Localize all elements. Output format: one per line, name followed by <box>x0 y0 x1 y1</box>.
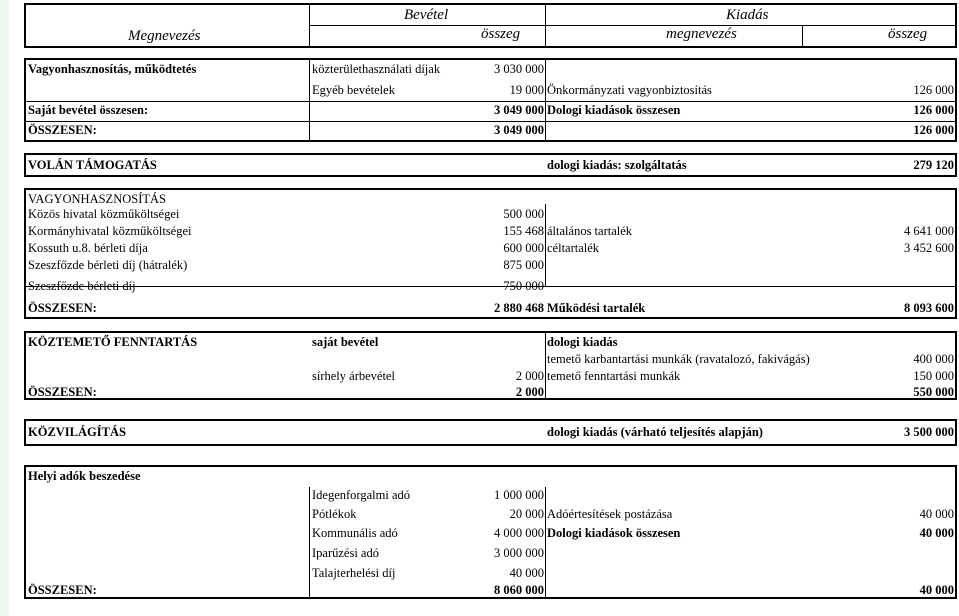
ado-r1-amount: 1 000 000 <box>494 488 544 502</box>
vagyon2-total-exp: Működési tartalék <box>547 301 646 315</box>
vagyon1-r4-label: ÖSSZESEN: <box>28 123 97 137</box>
vagyon2-r5-label: Szeszfőzde bérleti díj <box>28 279 136 293</box>
section-vagyonhasznositas <box>24 188 957 319</box>
ado-r2-exp: Adóértesítések postázása <box>547 507 673 521</box>
vagyon1-r4-amount: 3 049 000 <box>494 123 544 137</box>
temeto-r2-amount: 2 000 <box>515 369 544 383</box>
ado-r3-item: Kommunális adó <box>312 526 398 540</box>
temeto-total-amount: 2 000 <box>515 385 544 399</box>
vagyon2-total-label: ÖSSZESEN: <box>28 301 97 315</box>
vagyon1-r2-item: Egyéb bevételek <box>312 83 395 97</box>
ado-total-label: ÖSSZESEN: <box>28 583 97 597</box>
header-kiadas-osszeg: összeg <box>888 26 928 42</box>
section-volan <box>24 153 957 177</box>
vagyon2-r3-amount: 600 000 <box>503 241 544 255</box>
vagyon1-r2-exp: Önkormányzati vagyonbiztosítás <box>547 83 712 97</box>
vagyon2-r2-exp-amount: 4 641 000 <box>904 224 954 238</box>
ado-total-amount: 8 060 000 <box>494 583 544 597</box>
temeto-r2-exp-amount: 150 000 <box>913 369 954 383</box>
vagyon1-r1-item: közterülethasználati díjak <box>312 62 441 76</box>
header-bevetel: Bevétel <box>404 7 449 23</box>
vagyon2-r2-label: Kormányhivatal közműköltségei <box>28 224 192 238</box>
ado-r2-amount: 20 000 <box>509 507 544 521</box>
temeto-income-head: saját bevétel <box>312 335 379 349</box>
vagyon1-r1-amount: 3 030 000 <box>494 62 544 76</box>
ado-r4-amount: 3 000 000 <box>494 546 544 560</box>
left-margin-band <box>0 0 9 616</box>
vagyon2-r1-label: Közös hivatal közműköltségei <box>28 207 180 221</box>
kozvil-exp-amount: 3 500 000 <box>904 425 954 439</box>
vagyon2-r3-exp-amount: 3 452 600 <box>904 241 954 255</box>
kozvil-title: KÖZVILÁGÍTÁS <box>28 425 126 439</box>
vagyon1-r3-label: Saját bevétel összesen: <box>28 103 149 117</box>
temeto-title: KÖZTEMETŐ FENNTARTÁS <box>28 335 198 349</box>
header-bevetel-osszeg: összeg <box>481 26 521 42</box>
ado-r3-exp: Dologi kiadások összesen <box>547 526 681 540</box>
kozvil-exp: dologi kiadás (várható teljesítés alapján) <box>547 425 763 439</box>
vagyon1-r4-exp-amount: 126 000 <box>913 123 954 137</box>
section-koztemeto <box>24 331 957 400</box>
ado-r1-item: Idegenforgalmi adó <box>312 488 410 502</box>
ado-total-exp-amount: 40 000 <box>919 583 954 597</box>
vagyon2-r2-exp: általános tartalék <box>547 224 633 238</box>
vagyon2-r4-label: Szeszfőzde bérleti díj (hátralék) <box>28 258 188 272</box>
vagyon1-r3-exp: Dologi kiadások összesen <box>547 103 681 117</box>
header-block <box>24 3 957 48</box>
volan-title: VOLÁN TÁMOGATÁS <box>28 158 157 172</box>
section-vagyon-mukodtetes <box>24 58 957 142</box>
temeto-total-exp-amount: 550 000 <box>913 385 954 399</box>
temeto-r2-exp: temető fenntartási munkák <box>547 369 681 383</box>
vagyon2-r3-exp: céltartalék <box>547 241 600 255</box>
ado-r2-exp-amount: 40 000 <box>919 507 954 521</box>
volan-exp-amount: 279 120 <box>913 158 954 172</box>
temeto-exp-head: dologi kiadás <box>547 335 618 349</box>
vagyon1-r3-exp-amount: 126 000 <box>913 103 954 117</box>
header-megnevezes: Megnevezés <box>128 28 201 44</box>
temeto-r2-item: sírhely árbevétel <box>312 369 395 383</box>
vagyon2-total-amount: 2 880 468 <box>494 301 544 315</box>
temeto-total-label: ÖSSZESEN: <box>28 385 97 399</box>
header-kiadas: Kiadás <box>726 7 769 23</box>
vagyon1-r3-amount: 3 049 000 <box>494 103 544 117</box>
ado-r2-item: Pótlékok <box>312 507 357 521</box>
vagyon2-r3-label: Kossuth u.8. bérleti díja <box>28 241 148 255</box>
ado-r3-amount: 4 000 000 <box>494 526 544 540</box>
ado-r4-item: Iparűzési adó <box>312 546 379 560</box>
ado-title: Helyi adók beszedése <box>28 469 141 483</box>
vagyon1-title: Vagyonhasznosítás, működtetés <box>28 62 197 76</box>
vagyon2-r5-amount: 750 000 <box>503 279 544 293</box>
vagyon2-total-exp-amount: 8 093 600 <box>904 301 954 315</box>
section-helyi-adok <box>24 465 957 599</box>
section-kozvilagitas <box>24 419 957 446</box>
temeto-r1-exp: temető karbantartási munkák (ravatalozó, fakivágás) <box>547 352 810 366</box>
ado-r3-exp-amount: 40 000 <box>919 526 954 540</box>
vagyon1-r2-exp-amount: 126 000 <box>913 83 954 97</box>
vagyon2-r4-amount: 875 000 <box>503 258 544 272</box>
vagyon2-title: VAGYONHASZNOSÍTÁS <box>28 192 166 206</box>
header-kiadas-megnevezes: megnevezés <box>666 26 737 42</box>
vagyon2-r1-amount: 500 000 <box>503 207 544 221</box>
temeto-r1-exp-amount: 400 000 <box>913 352 954 366</box>
vagyon2-r2-amount: 155 468 <box>503 224 544 238</box>
ado-r5-amount: 40 000 <box>509 566 544 580</box>
volan-exp: dologi kiadás: szolgáltatás <box>547 158 687 172</box>
vagyon1-r2-amount: 19 000 <box>509 83 544 97</box>
ado-r5-item: Talajterhelési díj <box>312 566 396 580</box>
